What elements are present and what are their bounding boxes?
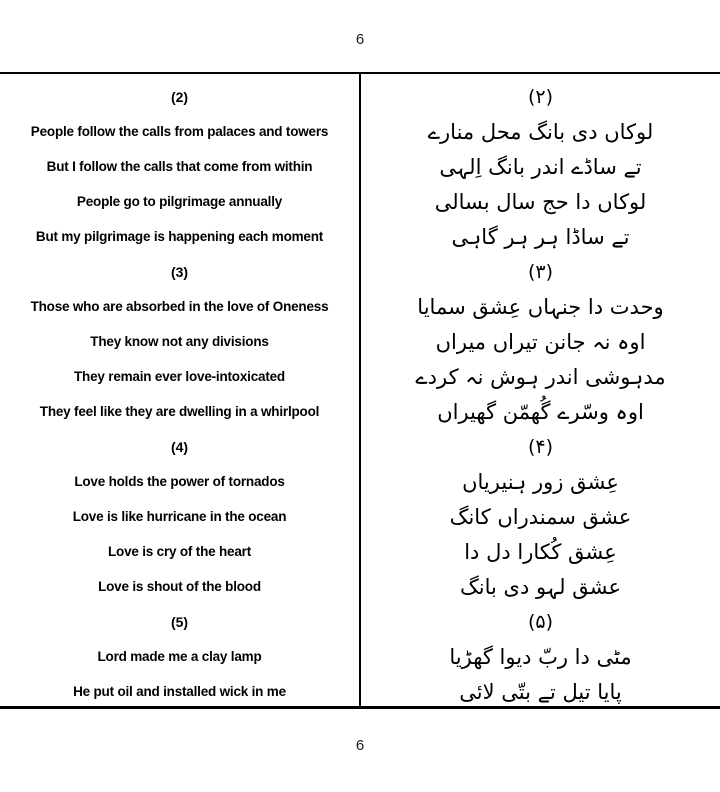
verse-line-ur: عِشق کُکارا دل دا [464,539,617,564]
verse-line-en: Love is like hurricane in the ocean [72,509,287,524]
section-number-en: (3) [170,263,189,280]
page-number-top: 6 [355,31,365,48]
section-number-ur: (۳) [527,260,554,283]
verse-line-en: They feel like they are dwelling in a whirlpool [39,404,320,419]
verse-line-en: But my pilgrimage is happening each moment [35,229,324,244]
verse-line-ur: عشق لہو دی بانگ [459,574,622,599]
verse-line-ur: تے ساڈے اندر بانگ اِلہی [439,154,642,179]
verse-line-en: People follow the calls from palaces and towers [30,124,329,139]
verse-line-en: They know not any divisions [90,334,269,349]
section-number-ur: (۵) [527,610,554,633]
page-number-bottom: 6 [355,737,365,754]
section-number-en: (2) [170,88,189,105]
verse-line-en: He put oil and installed wick in me [73,684,286,699]
verse-line-ur: اوہ نہ جانن تیراں میراں [435,329,646,354]
verse-line-ur: مٹی دا ربّ دیوا گھڑیا [449,644,632,669]
verse-line-en: Love is cry of the heart [108,544,251,559]
section-number-en: (5) [170,613,189,630]
verse-line-en: Those who are absorbed in the love of Oneness [30,299,329,314]
verse-line-en: Love is shout of the blood [98,579,261,594]
verse-line-en: People go to pilgrimage annually [76,194,283,209]
verse-line-ur: عشق سمندراں کانگ [449,504,632,529]
verse-line-en: Lord made me a clay lamp [97,649,262,664]
verse-line-ur: عِشق زور ہنیریاں [462,469,619,494]
section-number-ur: (۲) [527,85,554,108]
section-number-ur: (۴) [527,435,554,458]
verse-line-ur: وحدت دا جنہاں عِشق سمایا [417,294,664,319]
two-column-layout [0,72,720,709]
section-number-en: (4) [170,438,189,455]
verse-line-en: But I follow the calls that come from within [46,159,313,174]
english-column [0,74,359,706]
verse-line-ur: تے ساڈا ہر ہر گاہی [451,224,630,249]
verse-line-en: They remain ever love-intoxicated [74,369,285,384]
urdu-column [361,74,720,706]
verse-line-ur: لوکاں دا حج سال بسالی [434,189,647,214]
verse-line-ur: پایا تیل تے بتّی لائی [459,679,622,704]
verse-line-ur: اوہ وسّرے گُھمّن گھیراں [437,399,644,424]
verse-line-en: Love holds the power of tornados [74,474,285,489]
verse-line-ur: لوکاں دی بانگ محل منارے [427,119,654,144]
verse-line-ur: مدہوشی اندر ہوش نہ کردے [415,364,666,389]
